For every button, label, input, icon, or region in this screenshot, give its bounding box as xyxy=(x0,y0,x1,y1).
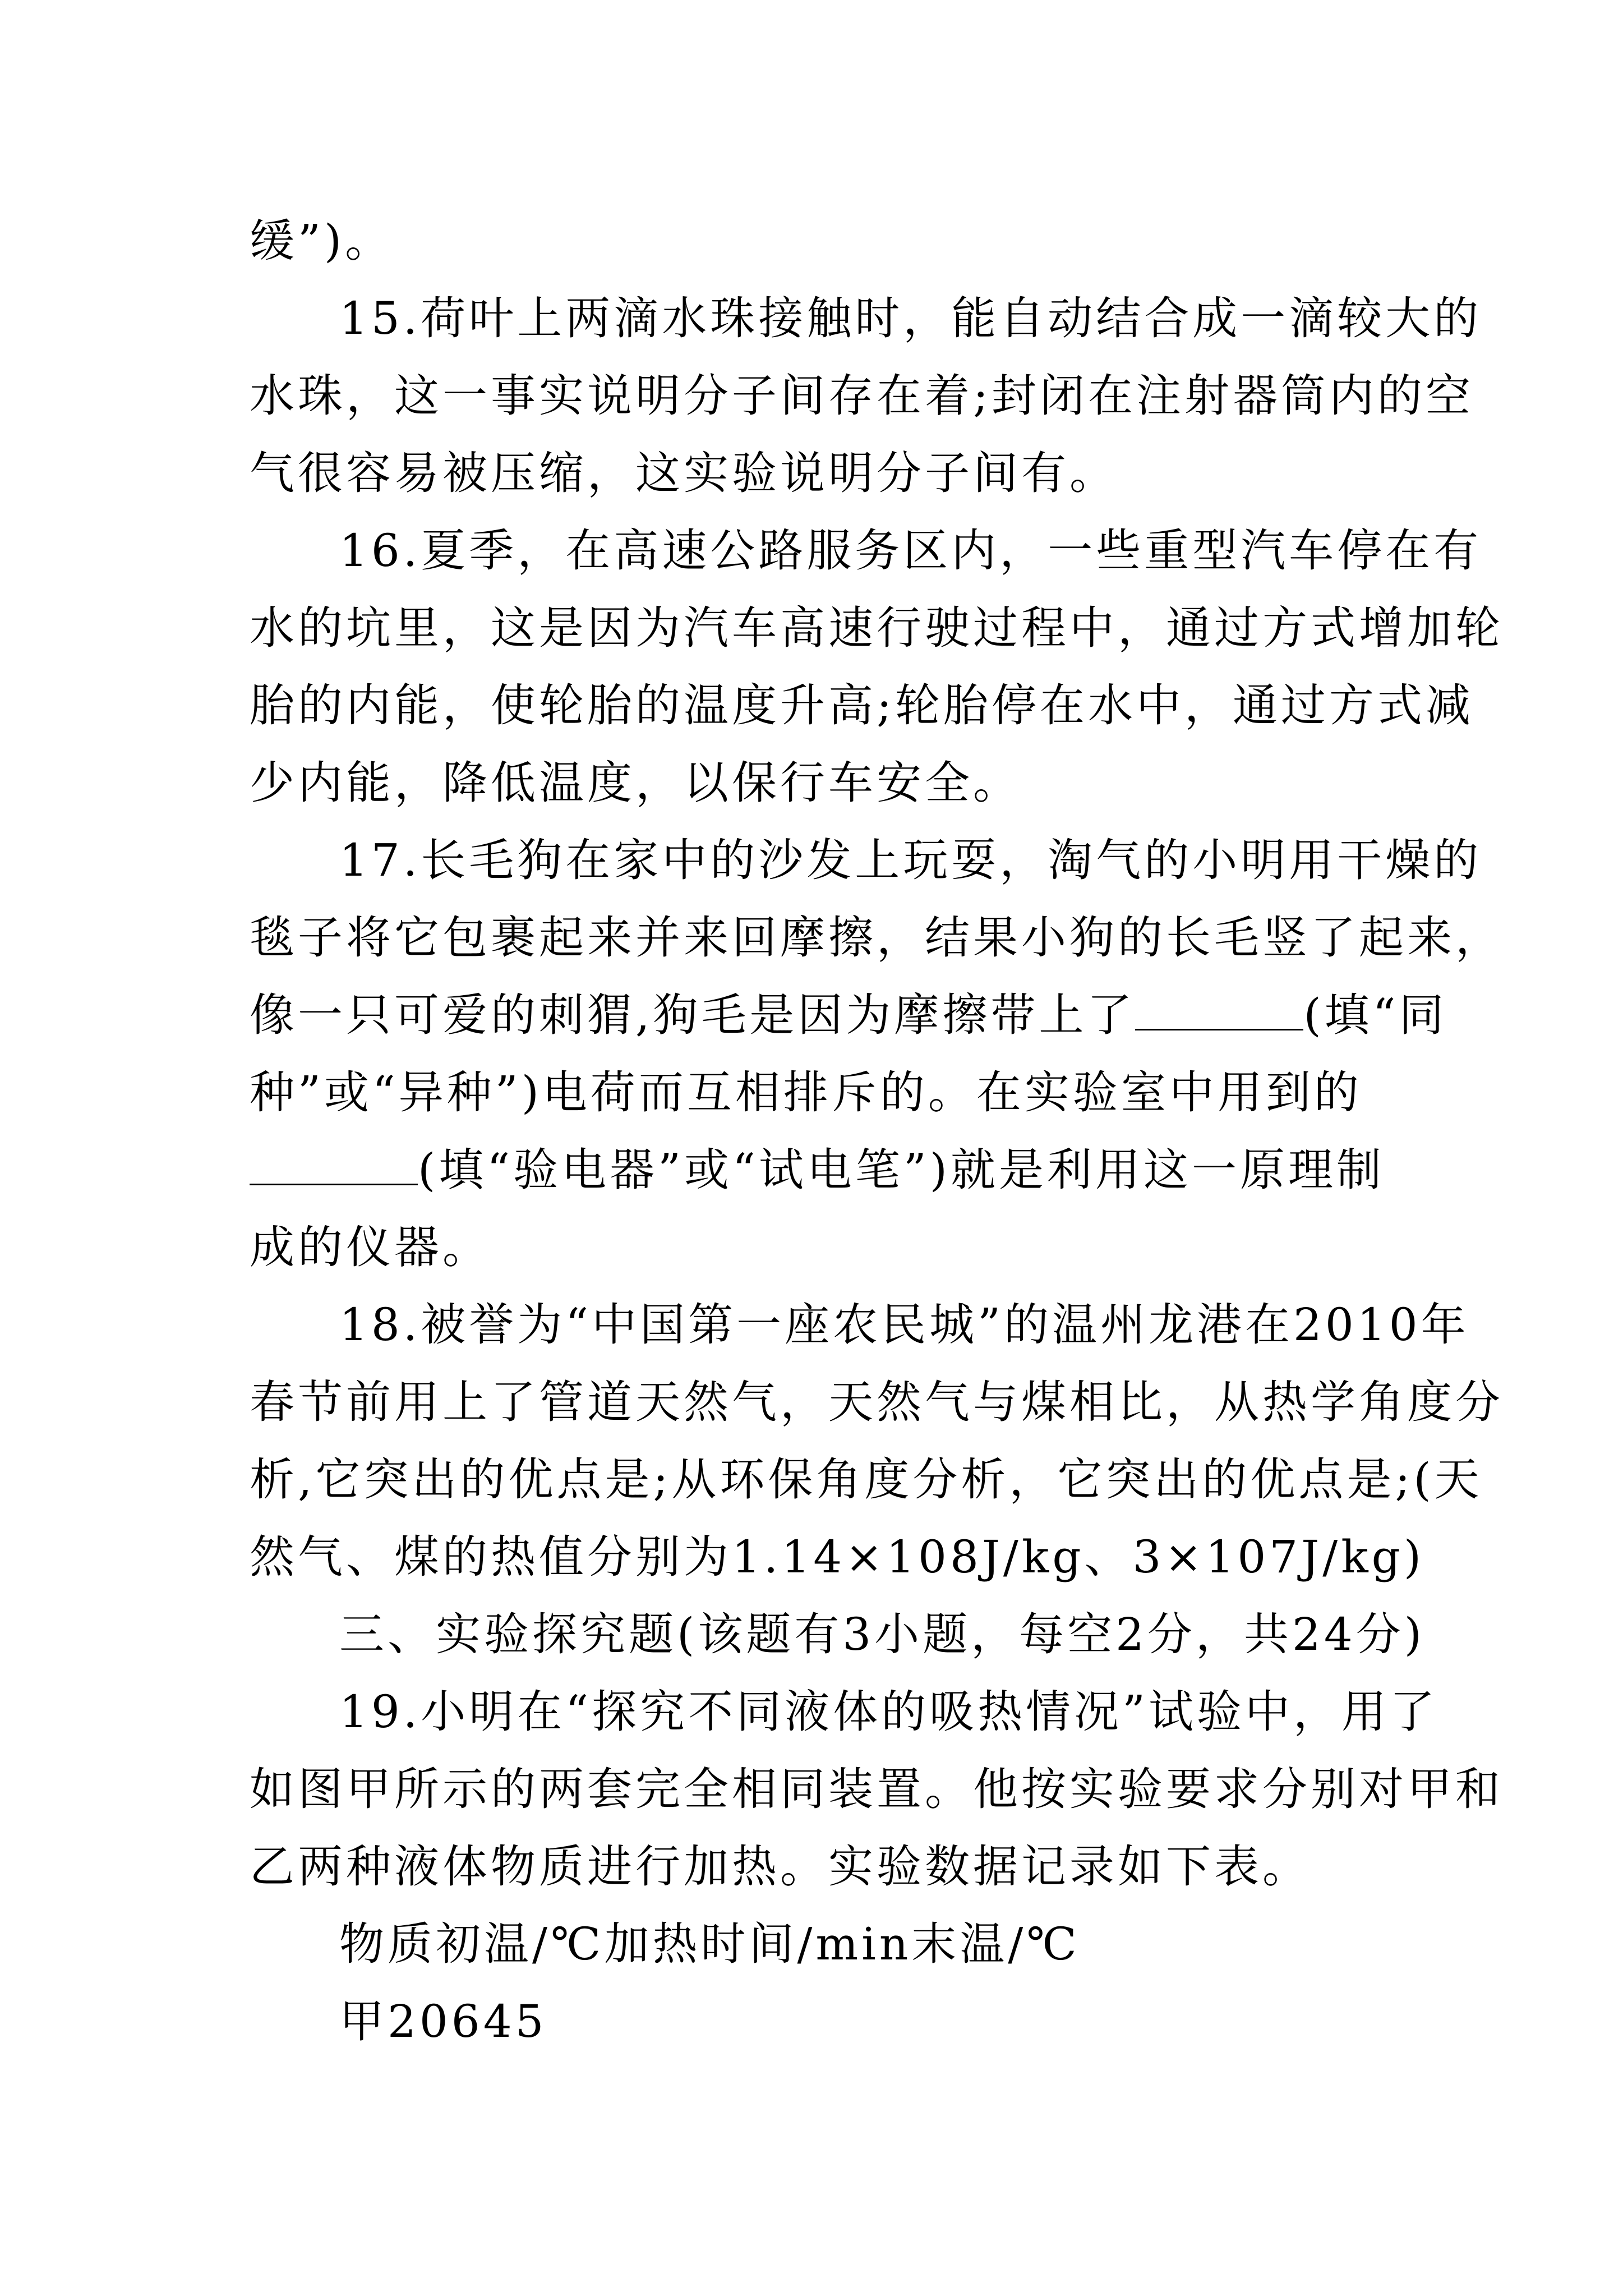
answer-blank[interactable] xyxy=(1135,984,1303,1030)
question-18-line-2: 春节前用上了管道天然气，天然气与煤相比，从热学角度分 xyxy=(250,1376,1504,1428)
question-16-line-2: 水的坑里，这是因为汽车高速行驶过程中，通过方式增加轮 xyxy=(250,602,1504,654)
text-line: 缓”)。 xyxy=(250,215,394,267)
question-17-line-3-text: 像一只可爱的刺猬,狗毛是因为摩擦带上了 xyxy=(250,989,1136,1041)
question-15-line-2: 水珠，这一事实说明分子间存在着;封闭在注射器筒内的空 xyxy=(250,370,1474,422)
table-row-jia: 甲20645 xyxy=(339,1995,547,2047)
question-17-line-6: 成的仪器。 xyxy=(250,1221,491,1273)
question-18-line-4: 然气、煤的热值分别为1.14×108J/kg、3×107J/kg) xyxy=(250,1531,1425,1583)
question-18-line-1: 18.被誉为“中国第一座农民城”的温州龙港在2010年 xyxy=(339,1299,1469,1351)
question-18-line-3: 析,它突出的优点是;从环保角度分析，它突出的优点是;(天 xyxy=(250,1453,1483,1506)
question-17-line-5-text: (填“验电器”或“试电笔”)就是利用这一原理制 xyxy=(418,1144,1385,1196)
question-17-line-2: 毯子将它包裹起来并来回摩擦，结果小狗的长毛竖了起来， xyxy=(250,912,1504,964)
section-3-heading: 三、实验探究题(该题有3小题，每空2分，共24分) xyxy=(339,1608,1426,1660)
question-19-line-3: 乙两种液体物质进行加热。实验数据记录如下表。 xyxy=(250,1841,1311,1893)
question-19-line-1: 19.小明在“探究不同液体的吸热情况”试验中，用了 xyxy=(339,1686,1438,1738)
table-header-row: 物质初温/℃加热时间/min末温/℃ xyxy=(339,1918,1080,1970)
answer-blank[interactable] xyxy=(250,1139,418,1185)
question-16-line-1: 16.夏季，在高速公路服务区内，一些重型汽车停在有 xyxy=(339,524,1482,577)
question-19-line-2: 如图甲所示的两套完全相同装置。他按实验要求分别对甲和 xyxy=(250,1763,1504,1815)
question-16-line-4: 少内能，降低温度，以保行车安全。 xyxy=(250,757,1021,809)
question-17-line-3 xyxy=(250,979,1447,1052)
question-17-line-1: 17.长毛狗在家中的沙发上玩耍，淘气的小明用干燥的 xyxy=(339,834,1482,886)
question-16-line-3: 胎的内能，使轮胎的温度升高;轮胎停在水中，通过方式减 xyxy=(250,679,1474,731)
question-15-line-3: 气很容易被压缩，这实验说明分子间有。 xyxy=(250,447,1118,499)
question-17-line-5 xyxy=(250,1134,1385,1207)
question-17-line-3-tail: (填“同 xyxy=(1303,989,1447,1041)
question-15-line-1: 15.荷叶上两滴水珠接触时，能自动结合成一滴较大的 xyxy=(339,292,1482,344)
question-17-line-4: 种”或“异种”)电荷而互相排斥的。在实验室中用到的 xyxy=(250,1066,1362,1119)
